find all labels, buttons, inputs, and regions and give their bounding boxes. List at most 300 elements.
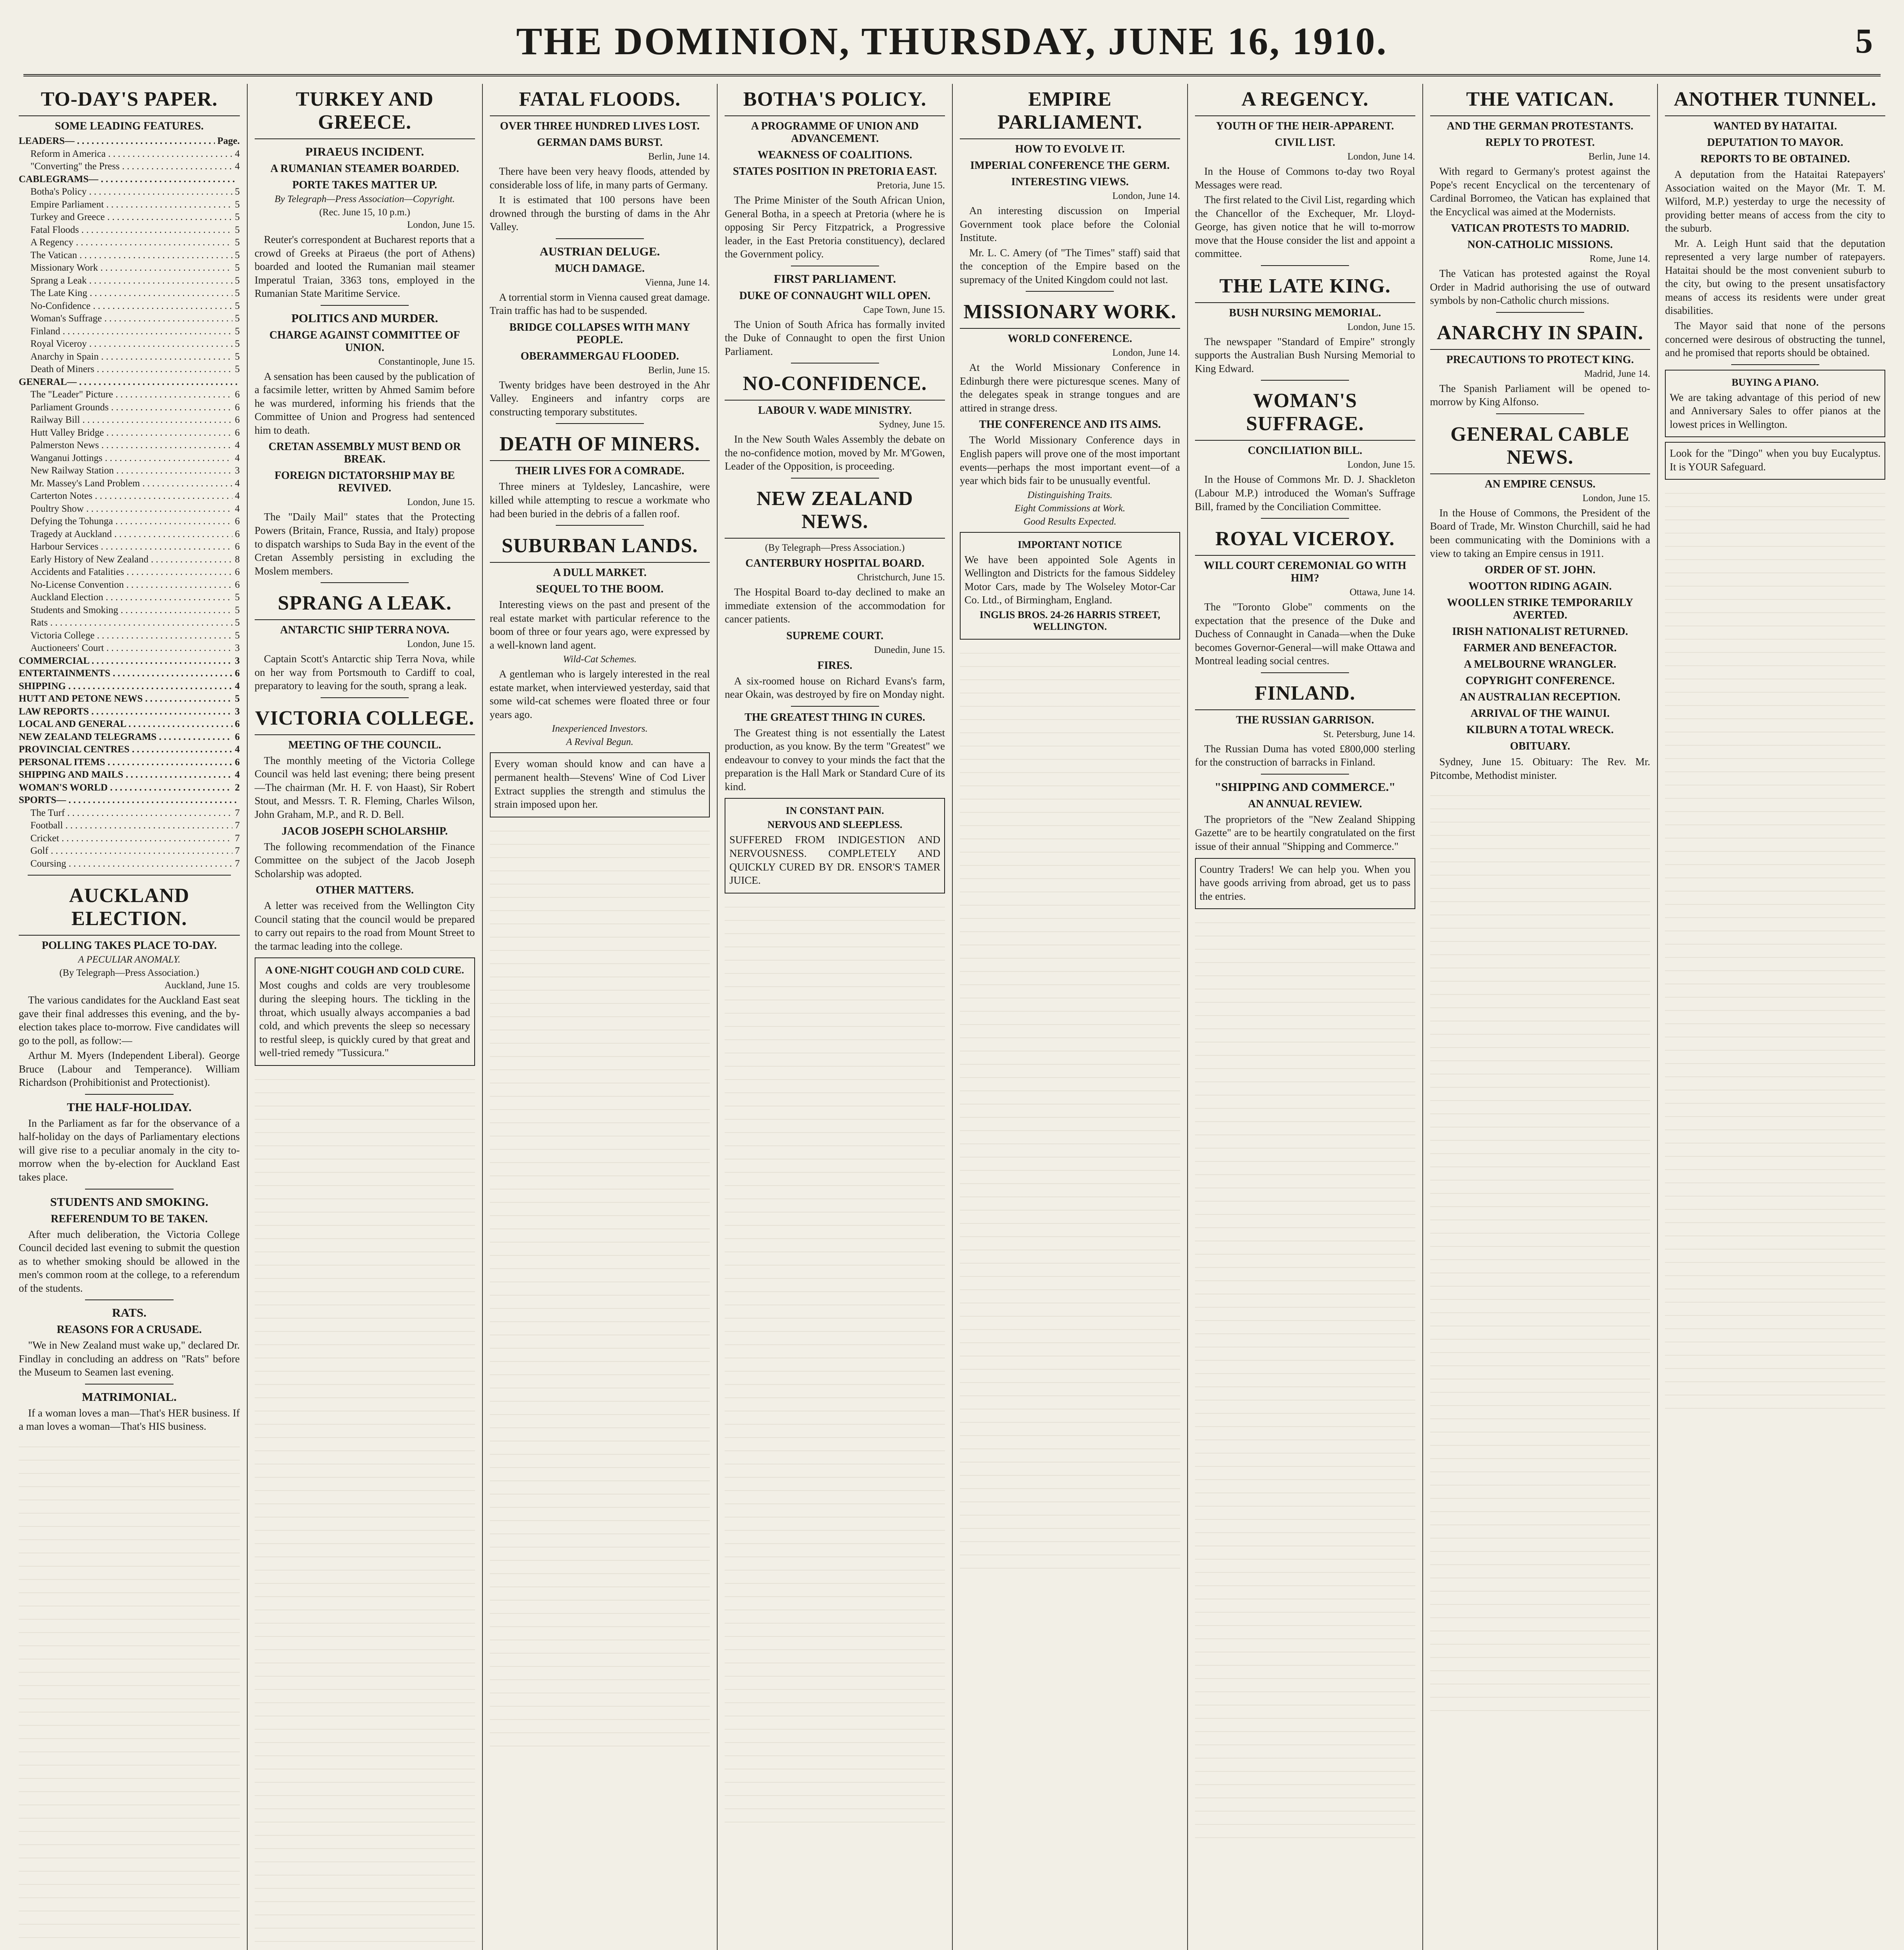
section-heading: MISSIONARY WORK. bbox=[960, 296, 1180, 329]
index-entry bbox=[19, 275, 240, 287]
index-entry bbox=[19, 553, 240, 566]
index-entry-label: SHIPPING AND MAILS . . . bbox=[19, 769, 232, 782]
column-2 bbox=[247, 84, 482, 1950]
column-5 bbox=[952, 84, 1187, 1950]
section-heading: SUBURBAN LANDS. bbox=[490, 530, 710, 563]
section-heading: "SHIPPING AND COMMERCE." bbox=[1214, 780, 1396, 794]
subheading: KILBURN A TOTAL WRECK. bbox=[1466, 724, 1614, 736]
section-heading: VICTORIA COLLEGE. bbox=[255, 703, 475, 735]
body-text-lines bbox=[1665, 485, 1885, 1421]
index-entry bbox=[19, 312, 240, 325]
advertisement bbox=[255, 957, 475, 1065]
index-entry bbox=[19, 819, 240, 832]
index-entry-label: Finland . . . bbox=[30, 325, 232, 338]
divider bbox=[556, 525, 644, 526]
index-entry-label: Auckland Election . . . bbox=[30, 591, 232, 604]
index-entry-page: 5 bbox=[235, 364, 240, 374]
index-entry-label: PROVINCIAL CENTRES . . . bbox=[19, 743, 232, 756]
column-heading: ANOTHER TUNNEL. bbox=[1665, 84, 1885, 116]
subheading: A MELBOURNE WRANGLER. bbox=[1464, 658, 1617, 671]
index-entry-label: Woman's Suffrage . . . bbox=[30, 312, 232, 325]
article-paragraph: Mr. L. C. Amery (of "The Times" staff) said that the conception of the Empire based on the supremacy of the United Kingdom could not last. bbox=[960, 246, 1180, 285]
dateline: London, June 15. bbox=[1347, 459, 1415, 470]
index-entry bbox=[19, 591, 240, 604]
advertisement bbox=[1665, 370, 1885, 438]
index-entry-label: "Converting" the Press . . . bbox=[30, 160, 232, 173]
index-entry bbox=[19, 794, 240, 807]
index-entry-page: 5 bbox=[235, 604, 240, 615]
column-heading: THE VATICAN. bbox=[1430, 84, 1650, 116]
article-paragraph: The monthly meeting of the Victoria College Council was held last evening; there being present—The chairman (Mr. H. F. von Haast), Sir Robert Stout, and Messrs. T. R. Fleming, Charles Wilson, John Graham, M.P., and R. D. Bell. bbox=[254, 754, 475, 821]
subheading-italic: A Revival Begun. bbox=[566, 737, 634, 748]
subheading-italic: Eight Commissions at Work. bbox=[1014, 503, 1126, 514]
section-heading: FINLAND. bbox=[1195, 678, 1415, 710]
index-entry-label: Cricket . . . bbox=[30, 832, 232, 845]
index-entry-label: Golf . . . bbox=[30, 845, 232, 858]
article-paragraph: Captain Scott's Antarctic ship Terra Nova, while on her way from Portsmouth to Cardiff to coal, preparatory to leaving for the south, sprang a leak. bbox=[254, 653, 475, 692]
dateline: Ottawa, June 14. bbox=[1349, 587, 1415, 598]
index-entry bbox=[19, 135, 240, 148]
index-entry-page: 4 bbox=[235, 769, 240, 780]
column-7 bbox=[1422, 84, 1658, 1950]
body-text-lines bbox=[725, 899, 945, 1835]
article-paragraph: In the House of Commons Mr. D. J. Shackleton (Labour M.P.) introduced the Woman's Suffrage Bill, framed by the Conciliation Committee. bbox=[1195, 473, 1415, 512]
index-entry-label: Reform in America . . . bbox=[30, 148, 232, 161]
subheading: MUCH DAMAGE. bbox=[555, 262, 645, 275]
divider bbox=[1496, 312, 1584, 313]
index-entry-label: Tragedy at Auckland . . . bbox=[30, 528, 232, 541]
index-entry bbox=[19, 236, 240, 249]
index-entry-page: 7 bbox=[235, 858, 240, 869]
subheading: JACOB JOSEPH SCHOLARSHIP. bbox=[282, 825, 448, 837]
index-entry-label: SHIPPING . . . bbox=[19, 680, 232, 693]
dateline: Berlin, June 14. bbox=[1588, 151, 1650, 162]
index-entry-page: 7 bbox=[235, 820, 240, 831]
subheading: ANTARCTIC SHIP TERRA NOVA. bbox=[280, 624, 450, 636]
ad-text: Most coughs and colds are very troublesome during the sleeping hours. The tickling in the throat, which usually always accompanies a bad cold, and which prevents the sleep so necessary to restful sleep, is quickly cured by that great and well-tried remedy "Tussicura." bbox=[259, 979, 470, 1059]
dateline: Vienna, June 14. bbox=[645, 277, 710, 288]
index-entry-label: Poultry Show . . . bbox=[30, 503, 232, 516]
divider bbox=[1261, 518, 1349, 519]
index-entry-page: 4 bbox=[235, 503, 240, 514]
subheading: OBITUARY. bbox=[1510, 740, 1571, 753]
index-entry bbox=[19, 731, 240, 744]
article-paragraph: A letter was received from the Wellington City Council stating that the council would be prepared to carry out repairs to the road from Mount Street to the tarmac leading into the college. bbox=[254, 900, 475, 952]
subheading: SUPREME COURT. bbox=[786, 629, 884, 642]
index-entry-label: Victoria College . . . bbox=[30, 629, 232, 642]
index-entry bbox=[19, 477, 240, 490]
index-entry-label: Wanganui Jottings . . . bbox=[30, 452, 232, 465]
index-entry-label: NEW ZEALAND TELEGRAMS . . . bbox=[19, 731, 232, 744]
ad-heading: IMPORTANT NOTICE bbox=[1018, 539, 1122, 550]
subheading: VATICAN PROTESTS TO MADRID. bbox=[1451, 222, 1629, 235]
article-paragraph: The following recommendation of the Finance Committee on the subject of the Jacob Joseph Scholarship was adopted. bbox=[254, 840, 475, 879]
ad-heading: A ONE-NIGHT COUGH AND COLD CURE. bbox=[265, 964, 464, 976]
subheading-italic: Good Results Expected. bbox=[1023, 516, 1117, 527]
index-entry-page: 7 bbox=[235, 833, 240, 844]
subheading: FIRES. bbox=[817, 659, 853, 672]
subheading: INTERESTING VIEWS. bbox=[1011, 176, 1129, 188]
divider bbox=[1026, 291, 1114, 292]
index-entry bbox=[19, 427, 240, 440]
article-paragraph: Three miners at Tyldesley, Lancashire, were killed while attempting to rescue a workmate who had been buried in the debris of a fallen roof. bbox=[489, 480, 710, 519]
body-text-lines bbox=[1430, 787, 1650, 1723]
subheading: CIVIL LIST. bbox=[1275, 136, 1335, 149]
index-entry bbox=[19, 224, 240, 237]
article-paragraph: The Vatican has protested against the Royal Order in Madrid authorising the use of outward symbols by non-Catholic church missions. bbox=[1430, 268, 1650, 307]
index-entry-label: Coursing . . . bbox=[30, 858, 232, 870]
divider bbox=[321, 697, 409, 698]
index-entry bbox=[19, 160, 240, 173]
index-entry-page: 6 bbox=[235, 389, 240, 400]
subheading: ARRIVAL OF THE WAINUI. bbox=[1470, 707, 1610, 720]
section-heading: ROYAL VICEROY. bbox=[1195, 523, 1415, 556]
article-paragraph: The Prime Minister of the South African Union, General Botha, in a speech at Pretoria (where he is opposing Sir Percy Fitzpatrick, a Progressive leader, in the East Pretoria constituency), declared the Government policy. bbox=[725, 194, 945, 260]
column-heading: BOTHA'S POLICY. bbox=[725, 84, 945, 116]
index-entry-page: 5 bbox=[235, 693, 240, 704]
index-entry bbox=[19, 351, 240, 363]
index-entry-page: 5 bbox=[235, 326, 240, 337]
article-paragraph: In the New South Wales Assembly the debate on the no-confidence motion, moved by Mr. M'Gowen, Leader of the Opposition, is proceeding. bbox=[725, 433, 945, 472]
index-entry-label: No-License Convention . . . bbox=[30, 579, 232, 592]
index-entry bbox=[19, 769, 240, 782]
subheading: YOUTH OF THE HEIR-APPARENT. bbox=[1216, 120, 1394, 132]
advertisement bbox=[1665, 442, 1885, 480]
subheading: REASONS FOR A CRUSADE. bbox=[57, 1324, 202, 1336]
index-entry-page: 4 bbox=[235, 491, 240, 501]
dateline: Dunedin, June 15. bbox=[874, 644, 945, 655]
index-entry-page: 4 bbox=[235, 744, 240, 755]
subheading: POLLING TAKES PLACE TO-DAY. bbox=[42, 940, 217, 952]
dateline: Sydney, June 15. bbox=[879, 419, 945, 430]
subheading: PIRAEUS INCIDENT. bbox=[305, 145, 424, 158]
index-entry bbox=[19, 325, 240, 338]
index-entry-page: 3 bbox=[235, 706, 240, 717]
dateline: Constantinople, June 15. bbox=[378, 356, 475, 367]
dateline: Christchurch, June 15. bbox=[857, 572, 945, 583]
ad-subheading: NERVOUS AND SLEEPLESS. bbox=[767, 819, 902, 831]
index-entry bbox=[19, 452, 240, 465]
index-entry-label: Accidents and Fatalities . . . bbox=[30, 566, 232, 579]
index-entry-label: The Vatican . . . bbox=[30, 249, 232, 262]
article-paragraph: With regard to Germany's protest against the Pope's recent Encyclical on the tercentenary of Cardinal Borromeo, the Vatican has explained that the Encyclical was aimed at the Modernists. bbox=[1430, 165, 1650, 218]
index-entry-page: 6 bbox=[235, 528, 240, 539]
article-paragraph: A sensation has been caused by the publication of a facsimile letter, written by Ahmed Samim before he was murdered, informing his friends that the Committee of Union and Progress had sentenced him to death. bbox=[254, 370, 475, 436]
article-paragraph: Twenty bridges have been destroyed in the Ahr Valley. Engineers and infantry corps are constructing temporary substitutes. bbox=[489, 379, 710, 418]
index-entry bbox=[19, 782, 240, 794]
credit-line: (By Telegraph—Press Association.) bbox=[59, 968, 199, 978]
advertisement bbox=[960, 532, 1180, 640]
column-3 bbox=[482, 84, 717, 1950]
index-entry-label: Turkey and Greece . . . bbox=[30, 211, 232, 224]
index-entry-label: The Turf . . . bbox=[30, 807, 232, 820]
index-entry-page: 5 bbox=[235, 300, 240, 311]
index-entry bbox=[19, 541, 240, 553]
divider bbox=[85, 1299, 174, 1300]
ad-address: INGLIS BROS. 24-26 HARRIS STREET, WELLINGTON. bbox=[979, 609, 1161, 632]
divider bbox=[1261, 774, 1349, 775]
index-entry bbox=[19, 680, 240, 693]
subheading: AN AUSTRALIAN RECEPTION. bbox=[1460, 691, 1620, 704]
index-entry-page: 6 bbox=[235, 567, 240, 577]
index-entry bbox=[19, 173, 240, 186]
index-entry bbox=[19, 807, 240, 820]
index-entry bbox=[19, 439, 240, 452]
subheading: A PROGRAMME OF UNION AND ADVANCEMENT. bbox=[751, 120, 919, 145]
article-paragraph: The newspaper "Standard of Empire" strongly supports the Australian Bush Nursing Memorial to King Edward. bbox=[1195, 335, 1415, 374]
body-text-lines bbox=[960, 645, 1180, 1581]
index-entry-label: LAW REPORTS . . . bbox=[19, 706, 232, 718]
index-entry-label: PERSONAL ITEMS . . . bbox=[19, 756, 232, 769]
index-entry-page: 4 bbox=[235, 161, 240, 172]
index-entry bbox=[19, 503, 240, 516]
article-paragraph: An interesting discussion on Imperial Government took place before the Colonial Institute. bbox=[960, 205, 1180, 244]
index-entry bbox=[19, 832, 240, 845]
column-heading: EMPIRE PARLIAMENT. bbox=[960, 84, 1180, 139]
subheading: DUKE OF CONNAUGHT WILL OPEN. bbox=[739, 289, 931, 302]
article-paragraph: After much deliberation, the Victoria College Council decided last evening to submit the question as to whether smoking should be allowed in the men's common room at the college, to a referendum of the students. bbox=[19, 1228, 240, 1294]
article-paragraph: Interesting views on the past and present of the real estate market with particular reference to the boom of three or four years ago, were expressed by a well-known land agent. bbox=[489, 599, 710, 651]
subheading-italic: Inexperienced Investors. bbox=[552, 723, 648, 734]
section-heading: SPRANG A LEAK. bbox=[255, 588, 475, 620]
dateline: London, June 15. bbox=[407, 497, 475, 508]
subheading: IRISH NATIONALIST RETURNED. bbox=[1452, 626, 1628, 638]
divider bbox=[321, 582, 409, 583]
section-heading: POLITICS AND MURDER. bbox=[291, 311, 438, 325]
article-paragraph: The Union of South Africa has formally invited the Duke of Connaught to open the first Union Parliament. bbox=[725, 318, 945, 357]
subheading: WORLD CONFERENCE. bbox=[1007, 333, 1132, 345]
section-heading: THE LATE KING. bbox=[1195, 271, 1415, 303]
advertisement bbox=[490, 752, 710, 817]
subheading: GERMAN DAMS BURST. bbox=[537, 136, 663, 149]
credit-line: By Telegraph—Press Association—Copyright. bbox=[274, 194, 455, 204]
index-entry-page: 3 bbox=[235, 465, 240, 476]
index-entry-label: Hutt Valley Bridge . . . bbox=[30, 427, 232, 440]
index-entry-label: Missionary Work . . . bbox=[30, 262, 232, 275]
section-heading: AUSTRIAN DELUGE. bbox=[539, 244, 660, 258]
dateline: Pretoria, June 15. bbox=[877, 180, 945, 191]
column-6 bbox=[1187, 84, 1422, 1950]
subheading: OTHER MATTERS. bbox=[316, 884, 414, 897]
subheading: WOOTTON RIDING AGAIN. bbox=[1468, 580, 1612, 593]
column-4 bbox=[717, 84, 952, 1950]
ad-heading: BUYING A PIANO. bbox=[1732, 376, 1819, 388]
subheading: SEQUEL TO THE BOOM. bbox=[536, 583, 664, 596]
received-line: (Rec. June 15, 10 p.m.) bbox=[319, 207, 410, 218]
article-paragraph: A torrential storm in Vienna caused great damage. Train traffic has had to be suspended. bbox=[489, 291, 710, 317]
index-entry-page: 5 bbox=[235, 212, 240, 222]
article-paragraph: Sydney, June 15. Obituary: The Rev. Mr. Pitcombe, Methodist minister. bbox=[1430, 756, 1650, 781]
index-entry bbox=[19, 262, 240, 275]
subheading: LABOUR V. WADE MINISTRY. bbox=[758, 404, 912, 417]
section-heading: MATRIMONIAL. bbox=[82, 1390, 177, 1404]
index-entry-page: 5 bbox=[235, 592, 240, 603]
subheading: THE CONFERENCE AND ITS AIMS. bbox=[979, 418, 1161, 431]
index-entry bbox=[19, 249, 240, 262]
subheading: CHARGE AGAINST COMMITTEE OF UNION. bbox=[269, 329, 460, 354]
article-paragraph: "We in New Zealand must wake up," declared Dr. Findlay in concluding an address on "Rats" before the Museum to Seamen last evening. bbox=[19, 1339, 240, 1378]
ad-heading: IN CONSTANT PAIN. bbox=[785, 805, 884, 817]
subheading: CANTERBURY HOSPITAL BOARD. bbox=[745, 557, 924, 570]
index-entry-page: 6 bbox=[235, 402, 240, 413]
subheading: ORDER OF ST. JOHN. bbox=[1484, 564, 1596, 576]
index-entry-page: 4 bbox=[235, 452, 240, 463]
index-entry-label: New Railway Station . . . bbox=[30, 464, 232, 477]
index-entry-page: 8 bbox=[235, 554, 240, 565]
index-entry-page: 5 bbox=[235, 250, 240, 261]
dateline: London, June 15. bbox=[1347, 321, 1415, 332]
index-entry bbox=[19, 579, 240, 592]
subheading: THE RUSSIAN GARRISON. bbox=[1236, 714, 1374, 726]
index-entry bbox=[19, 718, 240, 731]
article-paragraph: The first related to the Civil List, regarding which the Chancellor of the Exchequer, Mr. Lloyd-George, has given notice that he will to-morrow move that the House consider the list and appoint a committee. bbox=[1195, 194, 1415, 260]
subheading: AN ANNUAL REVIEW. bbox=[1248, 798, 1362, 810]
index-entry-page: 6 bbox=[235, 579, 240, 590]
index-entry bbox=[19, 186, 240, 199]
article-paragraph: It is estimated that 100 persons have been drowned through the bursting of dams in the Ahr Valley. bbox=[489, 194, 710, 233]
index-entry-page: 6 bbox=[235, 668, 240, 679]
index-entry-page: 5 bbox=[235, 617, 240, 628]
subheading: AND THE GERMAN PROTESTANTS. bbox=[1447, 120, 1633, 132]
subheading: REPORTS TO BE OBTAINED. bbox=[1700, 153, 1850, 165]
dateline: London, June 15. bbox=[407, 639, 475, 650]
column-8 bbox=[1657, 84, 1892, 1950]
index-entry-page: 6 bbox=[235, 415, 240, 425]
subheading: A RUMANIAN STEAMER BOARDED. bbox=[270, 163, 459, 175]
divider bbox=[85, 1189, 174, 1190]
divider bbox=[1261, 672, 1349, 673]
section-heading: AUCKLAND ELECTION. bbox=[19, 880, 240, 936]
subheading: WEAKNESS OF COALITIONS. bbox=[757, 149, 912, 161]
index-entry-page: 4 bbox=[235, 148, 240, 159]
subheading: IMPERIAL CONFERENCE THE GERM. bbox=[970, 160, 1170, 172]
article-paragraph: The various candidates for the Auckland East seat gave their final addresses this evening, and the by-election takes place to-morrow. Five candidates will go to the poll, as follow:— bbox=[19, 994, 240, 1046]
article-paragraph: Arthur M. Myers (Independent Liberal). George Bruce (Labour and Temperance). William Richardson (Prohibitionist and Protectionist). bbox=[19, 1049, 240, 1088]
index-entry-label: Auctioneers' Court . . . bbox=[30, 642, 232, 655]
index-entry-page: 6 bbox=[235, 731, 240, 742]
index-entry-label: The "Leader" Picture . . . bbox=[30, 388, 232, 401]
divider bbox=[1261, 380, 1349, 381]
index-entry-label: Fatal Floods . . . bbox=[30, 224, 232, 237]
index-entry-page: 5 bbox=[235, 224, 240, 235]
subheading: FOREIGN DICTATORSHIP MAY BE REVIVED. bbox=[274, 470, 455, 495]
index-entry bbox=[19, 858, 240, 870]
section-heading: FIRST PARLIAMENT. bbox=[773, 271, 896, 285]
subheading: WOOLLEN STRIKE TEMPORARILY AVERTED. bbox=[1447, 597, 1633, 622]
article-paragraph: Reuter's correspondent at Bucharest reports that a crowd of Greeks at Piraeus (the port of Athens) boarded and looted the Rumanian mail steamer Imperatul Traian, 3363 tons, employed in the Rumanian State Maritime Service. bbox=[254, 234, 475, 300]
index-entry-page: 5 bbox=[235, 237, 240, 248]
body-text-lines bbox=[1195, 915, 1415, 1851]
index-entry-label: Railway Bill . . . bbox=[30, 414, 232, 427]
article-paragraph: The proprietors of the "New Zealand Shipping Gazette" are to be heartily congratulated on the first issue of their annual "Shipping and Commerce." bbox=[1195, 813, 1415, 853]
subheading: FARMER AND BENEFACTOR. bbox=[1463, 642, 1617, 654]
section-heading: STUDENTS AND SMOKING. bbox=[50, 1195, 209, 1209]
index-entry-page: 4 bbox=[235, 478, 240, 489]
index-entry-label: Early History of New Zealand . . . bbox=[30, 553, 232, 566]
ad-text: We are taking advantage of this period of new and Anniversary Sales to offer pianos at the lowest prices in Wellington. bbox=[1670, 391, 1881, 430]
index-entry bbox=[19, 629, 240, 642]
subheading: OVER THREE HUNDRED LIVES LOST. bbox=[500, 120, 700, 132]
index-entry-page: 7 bbox=[235, 807, 240, 818]
section-heading: THE HALF-HOLIDAY. bbox=[67, 1100, 192, 1114]
subheading: REPLY TO PROTEST. bbox=[1485, 136, 1595, 149]
dateline: London, June 14. bbox=[1112, 347, 1180, 358]
index-entry-page: 6 bbox=[235, 541, 240, 552]
article-paragraph: The Spanish Parliament will be opened to-morrow by King Alfonso. bbox=[1430, 382, 1650, 408]
credit-line: (By Telegraph—Press Association.) bbox=[765, 542, 905, 553]
index-entry-page: 6 bbox=[235, 719, 240, 729]
index-entry bbox=[19, 528, 240, 541]
index-entry-label: LOCAL AND GENERAL . . . bbox=[19, 718, 232, 731]
divider bbox=[85, 1094, 174, 1095]
dateline: London, June 15. bbox=[407, 220, 475, 230]
index-entry bbox=[19, 376, 240, 389]
dateline: Berlin, June 14. bbox=[648, 151, 710, 162]
divider bbox=[791, 478, 879, 479]
index-entry bbox=[19, 414, 240, 427]
index-entry-label: Anarchy in Spain . . . bbox=[30, 351, 232, 363]
index-entry-page: 5 bbox=[235, 262, 240, 273]
index-entry-label: The Late King . . . bbox=[30, 287, 232, 300]
subheading: BUSH NURSING MEMORIAL. bbox=[1229, 307, 1381, 319]
body-text-lines bbox=[490, 823, 710, 1759]
subheading: A DULL MARKET. bbox=[553, 567, 647, 579]
index-entry bbox=[19, 604, 240, 617]
divider bbox=[321, 305, 409, 306]
index-entry bbox=[19, 287, 240, 300]
index-entry bbox=[19, 566, 240, 579]
dateline: London, June 14. bbox=[1112, 191, 1180, 201]
article-paragraph: The Mayor said that none of the persons concerned were desirous of obstructing the tunnel, and he promised that reports should be obtained. bbox=[1665, 320, 1885, 359]
article-paragraph: A deputation from the Hataitai Ratepayers' Association waited on the Mayor (Mr. T. M. Wilford, M.P.) yesterday to urge the necessity of providing better means of access from the city to the suburb. bbox=[1665, 168, 1885, 234]
subheading: THEIR LIVES FOR A COMRADE. bbox=[515, 465, 684, 477]
columns bbox=[12, 84, 1892, 1950]
index-entry-label: Botha's Policy . . . bbox=[30, 186, 232, 199]
index-entry-label: SPORTS— . . . bbox=[19, 794, 238, 807]
index-entry-label: Rats . . . bbox=[30, 617, 232, 629]
divider bbox=[1496, 413, 1584, 414]
ad-text: Look for the "Dingo" when you buy Eucalyptus. It is YOUR Safeguard. bbox=[1670, 447, 1881, 473]
divider bbox=[28, 875, 231, 876]
subheading: DEPUTATION TO MAYOR. bbox=[1707, 136, 1844, 149]
article-paragraph: The Russian Duma has voted £800,000 sterling for the construction of barracks in Finland. bbox=[1195, 743, 1415, 768]
index-entry-label: CABLEGRAMS— . . . bbox=[19, 173, 238, 186]
index-entry bbox=[19, 388, 240, 401]
dateline: Auckland, June 15. bbox=[164, 980, 240, 991]
dateline: St. Petersburg, June 14. bbox=[1323, 729, 1415, 739]
article-paragraph: In the House of Commons to-day two Royal Messages were read. bbox=[1195, 165, 1415, 191]
index-entry bbox=[19, 464, 240, 477]
index-entry-label: HUTT AND PETONE NEWS . . . bbox=[19, 693, 232, 706]
index-entry bbox=[19, 655, 240, 668]
subheading: HOW TO EVOLVE IT. bbox=[1015, 143, 1125, 155]
index-entry-page bbox=[238, 794, 240, 807]
index-entry-label: Defying the Tohunga . . . bbox=[30, 515, 232, 528]
section-heading: DEATH OF MINERS. bbox=[490, 429, 710, 461]
article-paragraph: There have been very heavy floods, attended by considerable loss of life, in many parts of Germany. bbox=[489, 165, 710, 191]
article-paragraph: A gentleman who is largely interested in the real estate market, when interviewed yesterday, said that some wild-cat schemes were floated three or four years ago. bbox=[489, 668, 710, 720]
index-entry-page: 2 bbox=[235, 782, 240, 793]
index-entry-page bbox=[238, 173, 240, 186]
article-paragraph: A six-roomed house on Richard Evans's farm, near Okain, was destroyed by fire on Monday night. bbox=[725, 675, 945, 700]
article-paragraph: If a woman loves a man—That's HER business. If a man loves a woman—That's HIS business. bbox=[19, 1407, 240, 1432]
index-entry-label: GENERAL— . . . bbox=[19, 376, 238, 389]
column-heading: TURKEY AND GREECE. bbox=[255, 84, 475, 139]
subheading: WANTED BY HATAITAI. bbox=[1713, 120, 1837, 132]
index-entry bbox=[19, 148, 240, 161]
index-entry-label: Empire Parliament . . . bbox=[30, 199, 232, 211]
article-paragraph: In the House of Commons, the President of the Board of Trade, Mr. Winston Churchill, said he had been communicating with the Dominions with a view to taking an Empire census in 1911. bbox=[1430, 507, 1650, 559]
